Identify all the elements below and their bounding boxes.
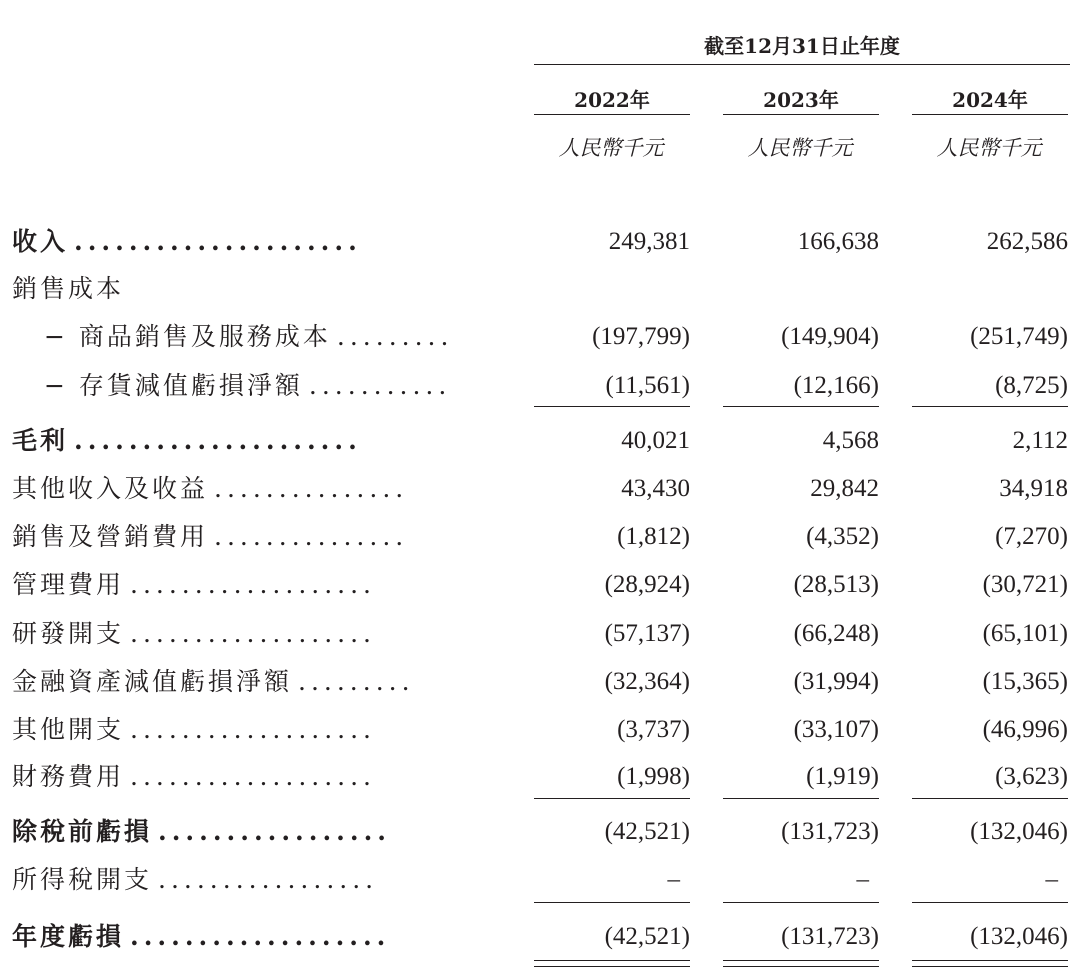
value-2022: 40,021 [621, 427, 690, 454]
row-label: − 商品銷售及服務成本 [44, 322, 331, 351]
leader-dots: ................... [130, 762, 377, 791]
year-rule-2022 [534, 114, 690, 115]
row-label: − 存貨減值虧損淨額 [44, 371, 303, 400]
value-2022: (197,799) [592, 323, 690, 350]
value-2022: (11,561) [605, 372, 690, 399]
value-2022: 43,430 [621, 475, 690, 502]
value-2024: (30,721) [982, 571, 1068, 598]
unit-label-2022: 人民幣千元 [558, 136, 664, 160]
year-rule-2023 [723, 114, 879, 115]
table-row-loss-before-tax [0, 812, 1090, 852]
leader-dots: ................... [130, 715, 377, 744]
table-row-selling-marketing [0, 517, 1090, 557]
value-2023: (33,107) [793, 716, 879, 743]
total-rule-2024 [912, 902, 1068, 903]
row-label: 研發開支 [12, 619, 125, 648]
table-row-loss-for-year [0, 917, 1090, 957]
value-2024: (8,725) [995, 372, 1068, 399]
leader-dots: ............... [214, 522, 409, 551]
double-rule-2022-b [534, 966, 690, 967]
value-2024: (3,623) [995, 763, 1068, 790]
value-2022: (1,812) [617, 523, 690, 550]
value-2024: (15,365) [982, 668, 1068, 695]
leader-dots: ............... [214, 474, 409, 503]
value-2022: (1,998) [617, 763, 690, 790]
value-2024: 34,918 [999, 475, 1068, 502]
value-2023: 4,568 [822, 427, 879, 454]
subtotal-rule-2023 [723, 798, 879, 799]
double-rule-2023-a [723, 960, 879, 961]
leader-dots: ................. [158, 865, 379, 894]
value-2024: (132,046) [970, 923, 1068, 950]
value-2022: 249,381 [608, 228, 690, 255]
table-row-other-expenses [0, 710, 1090, 750]
year-header-2022: 2022年 [574, 88, 650, 112]
subtotal-rule-2023 [723, 406, 879, 407]
subtotal-rule-2022 [534, 798, 690, 799]
leader-dots: ..................... [74, 227, 362, 256]
value-2022: (28,924) [604, 571, 690, 598]
value-2024: – [1045, 866, 1058, 893]
value-2022: (42,521) [604, 923, 690, 950]
value-2023: 29,842 [810, 475, 879, 502]
value-2023: (31,994) [793, 668, 879, 695]
value-2024: (7,270) [995, 523, 1068, 550]
value-2023: (66,248) [793, 620, 879, 647]
period-header: 截至12月31日止年度 [704, 34, 900, 58]
period-rule [534, 64, 1070, 65]
unit-label-2024: 人民幣千元 [936, 136, 1042, 160]
table-row-revenue [0, 222, 1090, 262]
value-2024: (46,996) [982, 716, 1068, 743]
row-label: 收入 [12, 227, 69, 256]
subtotal-rule-2022 [534, 406, 690, 407]
table-row-income-tax [0, 860, 1090, 900]
table-row-cost-of-goods-services [0, 317, 1090, 357]
table-row-other-income [0, 469, 1090, 509]
leader-dots: ................... [130, 922, 391, 951]
unit-label-2023: 人民幣千元 [747, 136, 853, 160]
year-header-2024: 2024年 [952, 88, 1028, 112]
total-rule-2022 [534, 902, 690, 903]
table-row-finance-costs [0, 757, 1090, 797]
double-rule-2022-a [534, 960, 690, 961]
row-label: 其他收入及收益 [12, 474, 209, 503]
value-2024: 262,586 [986, 228, 1068, 255]
value-2024: (132,046) [970, 818, 1068, 845]
value-2023: (1,919) [806, 763, 879, 790]
value-2022: (42,521) [604, 818, 690, 845]
leader-dots: ................... [130, 619, 377, 648]
subtotal-rule-2024 [912, 798, 1068, 799]
value-2023: (131,723) [781, 923, 879, 950]
leader-dots: ......... [298, 667, 415, 696]
row-label: 財務費用 [12, 762, 125, 791]
value-2024: (65,101) [982, 620, 1068, 647]
row-label: 除稅前虧損 [12, 817, 153, 846]
value-2022: (57,137) [604, 620, 690, 647]
leader-dots: ................. [158, 817, 391, 846]
year-header-2023: 2023年 [763, 88, 839, 112]
year-rule-2024 [912, 114, 1068, 115]
leader-dots: ................... [130, 570, 377, 599]
table-row-inventory-impairment [0, 366, 1090, 406]
table-row-admin-expenses [0, 565, 1090, 605]
table-row-cost-of-sales [0, 269, 1090, 309]
row-label: 銷售及營銷費用 [12, 522, 209, 551]
value-2022: – [667, 866, 680, 893]
value-2022: (32,364) [604, 668, 690, 695]
double-rule-2024-a [912, 960, 1068, 961]
value-2023: (131,723) [781, 818, 879, 845]
leader-dots: ......... [336, 322, 454, 351]
value-2023: (28,513) [793, 571, 879, 598]
value-2023: (149,904) [781, 323, 879, 350]
leader-dots: ........... [308, 371, 452, 400]
value-2023: – [856, 866, 869, 893]
total-rule-2023 [723, 902, 879, 903]
double-rule-2024-b [912, 966, 1068, 967]
value-2024: (251,749) [970, 323, 1068, 350]
value-2023: (4,352) [806, 523, 879, 550]
table-row-gross-profit [0, 421, 1090, 461]
value-2023: (12,166) [793, 372, 879, 399]
subtotal-rule-2024 [912, 406, 1068, 407]
double-rule-2023-b [723, 966, 879, 967]
table-row-financial-asset-impairment [0, 662, 1090, 702]
table-row-rd-expenses [0, 614, 1090, 654]
leader-dots: ..................... [74, 426, 362, 455]
row-label: 管理費用 [12, 570, 125, 599]
value-2024: 2,112 [1012, 427, 1068, 454]
row-label: 所得稅開支 [12, 865, 153, 894]
row-label: 年度虧損 [12, 922, 125, 951]
row-label: 毛利 [12, 426, 69, 455]
value-2023: 166,638 [797, 228, 879, 255]
row-label: 金融資產減值虧損淨額 [12, 667, 293, 696]
value-2022: (3,737) [617, 716, 690, 743]
row-label: 其他開支 [12, 715, 125, 744]
row-label: 銷售成本 [12, 274, 125, 303]
